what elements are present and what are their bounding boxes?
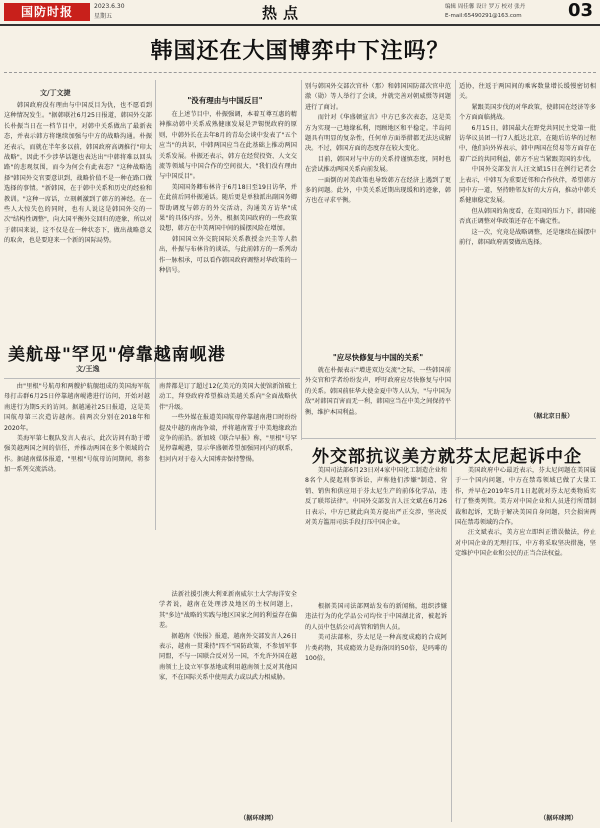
page-number: 03 [568,0,594,21]
article-column: 适协，往返于两国间的乘客数量增长缓慢密切相关。 紧跟美国步伐的对华政策，使韩国在经济等多个方面面临挑战。 6月15日，韩国最大在野党共同民主党第一批访华议员团一行7人抵达北京，在随后访华的过程中，他们向外界表示，韩中两国在贸易等方面存在着广泛的共同利益，韩方不应当紧跟美国的步伐。 中国外交部发言人汪文斌15日在例行记者会上表示，中韩互为重要近邻和合作伙伴，希望韩方同中方一道，坚持睦邻友好的大方向，推动中韩关系健康稳定发展。 但从韩国的角度看，在美国的压力下，韩国能否真正调整对华政策还存在不确定性。 这一次，究竟是战略调整，还是继续在摇摆中前行，韩国政府需要做出选择。 [459,83,596,247]
main-headline: 韩国还在大国博弈中下注吗？ [150,39,450,64]
article-column: 由"里根"号航母和两艘护航舰组成的美国海军航母打击群6月25日停靠越南岘港进行访问，开始对越南进行为期5天的访问。据越通社25日报道，这是美国航母第三次造访越南。前两次分别在2018年和2020年。 美海军第七舰队发言人表示，此次访问有助于增强美越两国之间的信任，并推动两国在多个领域的合作。据越南媒体报道，"里根"号航母访问期间，将参加一系列交流活动。 [4,383,150,474]
date-text: 2023.6.30 [94,3,125,10]
divider [4,378,300,379]
editor-credits [445,3,565,21]
subheading: "应尽快修复与中国的关系" [332,353,424,362]
issue-date [94,2,125,22]
article-column: 根据美国司法部网站发布的新闻稿，组织涉嫌违法行为的化学品公司均位于中国湖北省，被起诉的人员中包括公司高管和销售人员。 美司法部称，芬太尼是一种高度成瘾的合成阿片类药物，其成瘾效力是海洛因的50倍，是吗啡的100倍。 [305,603,447,663]
divider [302,438,596,439]
article-column: 美国政府中心最近表示，芬太尼问题在美国属于一个国内问题，中方在禁毒领域已做了大量工作，并早在2019年5月1日起就对芬太尼类物质实行了整类列管。美方对中国企业和人员进行所谓制裁和起诉，无助于解决美国自身问题，只会损害两国在禁毒领域的合作。 汪文斌表示，美方应立即纠正错误做法，停止对中国企业的无理打压，中方将采取坚决措施，坚定维护中国企业和公民的正当合法权益。 [455,467,596,558]
divider [4,72,596,73]
article-headline: 美航母"罕见"停靠越南岘港 [8,345,226,365]
newspaper-logo: 国防时报 [4,3,90,21]
column-rule [455,80,456,440]
source-credit: （据环球网） [540,815,578,822]
editor-names: 编辑 周佳馨 设计 罗万 校对 张丹 [445,4,526,10]
column-rule [451,466,452,822]
editor-email: E-mail:65490291@163.com [445,13,522,19]
source-credit: （据环球网） [240,815,278,822]
article-headline: 外交部抗议美方就芬太尼起诉中企 [312,447,582,467]
weekday-text: 星期五 [94,13,113,20]
source-credit: （据北京日报） [530,413,574,420]
author-byline: 文/王逸 [76,365,100,373]
article-column: 美国司法部6月23日对4家中国化工制造企业和8名个人提起刑事诉讼，声称他们涉嫌"制造、营销、销售和供应用于芬太尼生产的前体化学品，违反了联邦法律"。中国外交部发言人汪文斌在6月26日表示，中方已就此向美方提出严正交涉，坚决反对美方滥用司法手段打压中国企业。 [305,467,447,527]
article-column: 法新社援引澳大利亚新南威尔士大学海洋安全学者说，越南在处理涉及地区的主权问题上，其"多边"战略的实践与地区国家之间的利益存在偏差。 据越南《快报》报道，越南外交部发言人26日表示，越南一贯秉持"四不"国防政策，不参加军事同盟，不与一国联合反对另一国，不允许外国在越南领土上设立军事基地或利用越南领土反对其他国家，不在国际关系中使用武力或以武力相威胁。 [159,591,297,682]
article-column: 韩国政府没有理由与中国反目为仇，也不愿看到这种情况发生。"据韩联社6月25日报道，韩国外交部长朴振当日在一档节目中，对韩中关系做出了最新表态，并表示韩方将继续加强与中方的战略沟通。朴振还表示，而就在半年多以前，韩国政府高调推行"印太战略"，因此不少涉华话题也表达出"中韩将难以回头路"的悲观氛围，而今为何会有此表态？"这种战略选择"韩国外交官要意识到，战略价值不是一种在路口做选择的事情。"新韩国，在于韩中关系和历史的经验和教训。"这种一席话，立刻刺激到了韩方的神经。在一些人大惊失色的同时，也有人说这是韩国外交的一次"结构性调整"，向大国平衡外交回归的迹象，所以对于韩国来说，这不仅是在一种状态下，做出战略意义的取舍，也是要迎来一个新的国际局势。 [4,102,152,245]
article-column: 在上述节目中，朴振强调，本着互尊互惠的精神推动韩中关系成熟健康发展是尹锡悦政府的原则，中韩外长在去年8月的青岛会谈中发表了"五个应当"的共识，中韩两国应当在此基础上推动两国关系发展。朴振还表示，韩方在经贸投资、人文交流等领域与中国合作的空间很大，"我们没有理由与中国反目"。 美国国务卿布林肯于6月18日至19日访华，并在此前后同朴振通话。随后更是单独派出副国务卿帮助调度与韩方的外交活动，沟通美方访华"成果"的具体内容。另外，根据美国政府的一些政策设想，韩方在中美两国中间的摇摆风险在增加。 韩国国立外交院国际关系教授金兴圭等人指出，朴振与布林肯的谈话，与此前韩方的一系列动作一脉相承，可以看作韩国政府调整对华政策的一种信号。 [159,111,297,275]
subheading: "没有理由与中国反目" [187,96,263,105]
article-column: 南普都是订了超过12亿美元的美国大使馆新馆破土动工，拜登政府希望推动美越关系向"全面战略伙伴"升级。 一些外媒在报道美国航母停靠越南港口时纷纷提及中越的南海争端，并将越南置于中美地缘政治竞争的前沿。新加坡《联合早报》称，"里根"号罕见停靠岘港，显示华盛顿希望加强同河内的联系，但河内对于卷入大国博弈保持警惕。 [159,383,297,463]
section-title: 热点 [262,4,305,22]
article-column: 就在朴振表示"增进双边交流"之际，一些韩国前外交官和学者纷纷发声，呼吁政府应尽快修复与中国的关系。韩国前驻华大使金夏中等人认为，"与中国为敌"对韩国百害而无一利，韩国应当在中美之间保持平衡，维护本国利益。 [305,367,451,416]
author-byline: 文/丁文捷 [40,89,71,97]
article-column: 别与韩国外交部次官朴（那）和韩国国防部次官申范澈（勋）等人举行了会谈，并就完善对朝威慑等问题进行了商讨。 而针对《华盛顿宣言》中方已多次表态，这是美方为实现一己地缘私利，罔顾地区和平稳定。半岛问题具有明显的复杂性，任何单方面举措都无法达成解决。不过，韩国方面的态度存在较大变化。 目前，韩国对与中方的关系持谨慎态度，同时也在尝试推动两国关系向前发展。 一面倒的对美政策也导致韩方在经济上遇到了更多的问题。此外，中美关系近期出现缓和的迹象，韩方也在寻求平衡。 [305,83,451,205]
column-rule [155,80,156,530]
column-rule [301,80,302,440]
